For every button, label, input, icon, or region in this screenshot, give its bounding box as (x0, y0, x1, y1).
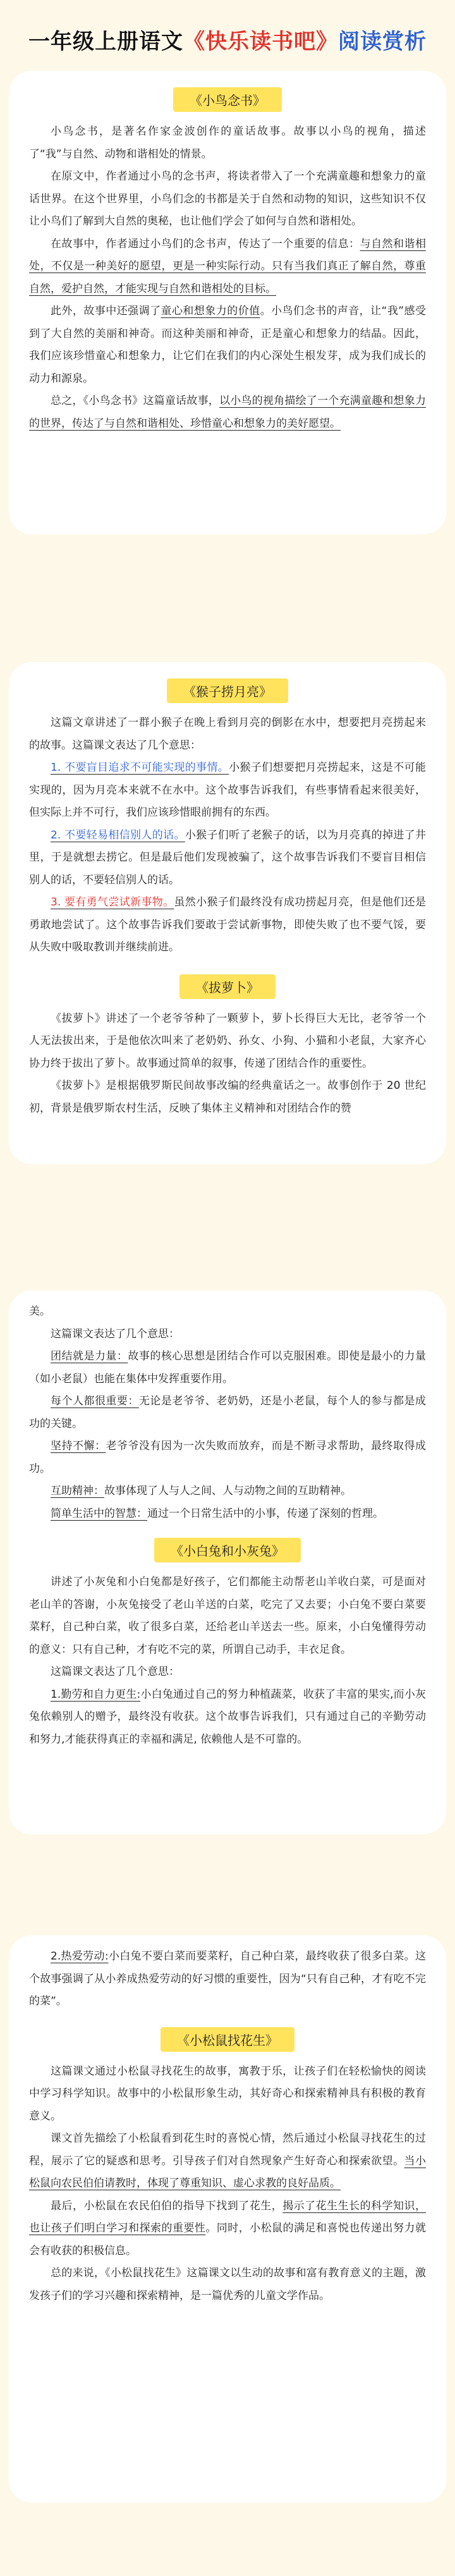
paragraph: 《拔萝卜》讲述了一个老爷爷种了一颗萝卜，萝卜长得巨大无比，老爷爷一个人无法拔出来，于是他依次叫来了老奶奶、孙女、小狗、小猫和小老鼠，大家齐心协力终于拔出了萝卜。故事通过简单的叙事，传递了团结合作的重要性。 (29, 1012, 426, 1070)
card-houzi (9, 662, 446, 1164)
section-title-houzi: 《猴子捞月亮》 (167, 678, 288, 703)
section-title-baitu: 《小白兔和小灰兔》 (154, 1538, 301, 1562)
paragraph: 1.勤劳和自力更生:小白兔通过自己的努力种植蔬菜，收获了丰富的果实,而小灰兔依赖别人的赠予，最终没有收获。这个故事告诉我们，只有通过自己的辛勤劳动和努力,才能获得真正的幸福和满足, 依赖他人是不可靠的。 (29, 1688, 427, 1746)
section-title-luobo: 《拔萝卜》 (179, 974, 276, 999)
paragraph: 小鸟念书，是著名作家金波创作的童话故事。故事以小鸟的视角，描述了“我”与自然、动物和谐相处的情景。 (29, 125, 426, 161)
paragraph: 2. 不要轻易相信别人的话。小猴子们听了老猴子的话，以为月亮真的掉进了井里，于是就想去捞它。但是最后他们发现被骗了，这个故事告诉我们不要盲目相信别人的话，不要轻信别人的话。 (29, 828, 427, 886)
paragraph: 3. 要有勇气尝试新事物。虽然小猴子们最终没有成功捞起月亮，但是他们还是勇敢地尝试了。这个故事告诉我们要敢于尝试新事物，即使失败了也不要气馁，要从失败中吸取教训并继续前进。 (29, 896, 427, 954)
section-title-songshu: 《小松鼠找花生》 (161, 2027, 294, 2052)
card-luobo-baitu (9, 1291, 446, 1834)
paragraph: 总之，《小鸟念书》这篇童话故事，以小鸟的视角描绘了一个充满童趣和想象力的世界，传达了与自然和谐相处、珍惜童心和想象力的美好愿望。 (29, 395, 427, 430)
paragraph: 在故事中，作者通过小鸟们的念书声，传达了一个重要的信息：与自然和谐相处，不仅是一种美好的愿望，更是一种实际行动。只有当我们真正了解自然，尊重自然，爱护自然，才能实现与自然和谐相处的目标。 (29, 237, 427, 295)
paragraph: 简单生活中的智慧：通过一个日常生活中的小事，传递了深刻的哲理。 (51, 1507, 384, 1520)
paragraph: 此外，故事中还强调了童心和想象力的价值。小鸟们念书的声音，让“我”感受到了大自然的美丽和神奇。而这种美丽和神奇，正是童心和想象力的结晶。因此，我们应该珍惜童心和想象力，让它们在我们的内心深处生根发芽，成为我们成长的动力和源泉。 (29, 305, 427, 385)
paragraph: 《拔萝卜》是根据俄罗斯民间故事改编的经典童话之一。故事创作于 20 世纪初，背景是俄罗斯农村生活，反映了集体主义精神和对团结合作的赞 (29, 1079, 426, 1115)
card-songshu (9, 1935, 446, 2503)
paragraph: 1. 不要盲目追求不可能实现的事情。小猴子们想要把月亮捞起来，这是不可能实现的，因为月亮本来就不在水中。这个故事告诉我们，有些事情看起来很美好，但实际上并不可行，我们应该珍惜眼前拥有的东西。 (29, 761, 426, 819)
paragraph: 美。 (29, 1305, 51, 1318)
paragraph: 这篇课文表达了几个意思： (51, 1327, 179, 1340)
paragraph: 互助精神：故事体现了人与人之间、人与动物之间的互助精神。 (51, 1485, 351, 1497)
paragraph: 最后，小松鼠在农民伯伯的指导下找到了花生，揭示了花生生长的科学知识，也让孩子们明白学习和探索的重要性。同时，小松鼠的满足和喜悦也传递出努力就会有收获的积极信息。 (29, 2199, 427, 2257)
page-header (0, 0, 455, 71)
paragraph: 这篇课文表达了几个意思： (51, 1665, 179, 1678)
paragraph: 在原文中，作者通过小鸟的念书声，将读者带入了一个充满童趣和想象力的童话世界。在这个世界里，小鸟们念的书都是关于自然和动物的知识，这些知识不仅让小鸟们了解到大自然的奥秘，也让他们学会了如何与自然和谐相处。 (29, 170, 426, 228)
paragraph: 每个人都很重要：无论是老爷爷、老奶奶，还是小老鼠，每个人的参与都是成功的关键。 (29, 1395, 427, 1430)
paragraph: 团结就是力量：故事的核心思想是团结合作可以克服困难。即使是最小的力量（如小老鼠）也能在集体中发挥重要作用。 (29, 1350, 427, 1385)
paragraph: 这篇课文通过小松鼠寻找花生的故事，寓教于乐，让孩子们在轻松愉快的阅读中学习科学知识。故事中的小松鼠形象生动，其好奇心和探索精神具有积极的教育意义。 (29, 2064, 426, 2123)
paragraph: 这篇文章讲述了一群小猴子在晚上看到月亮的倒影在水中，想要把月亮捞起来的故事。这篇课文表达了几个意思： (29, 716, 426, 752)
paragraph: 2.热爱劳动:小白兔不要白菜而要菜籽，自己种白菜，最终收获了很多白菜。这个故事强调了从小养成热爱劳动的好习惯的重要性，因为“只有自己种，才有吃不完的菜”。 (29, 1950, 426, 2008)
card-xiaoniao (9, 71, 446, 534)
section-title-xiaoniao: 《小鸟念书》 (173, 87, 282, 112)
paragraph: 坚持不懈：老爷爷没有因为一次失败而放弃，而是不断寻求帮助，最终取得成功。 (29, 1440, 427, 1475)
paragraph: 总的来说，《小松鼠找花生》这篇课文以生动的故事和富有教育意义的主题，激发孩子们的学习兴趣和探索精神，是一篇优秀的儿童文学作品。 (29, 2267, 426, 2302)
paragraph: 课文首先描绘了小松鼠看到花生时的喜悦心情，然后通过小松鼠寻找花生的过程，展示了它的疑惑和思考。引导孩子们对自然现象产生好奇心和探索欲望。当小松鼠向农民伯伯请教时，体现了尊重知识、虚心求教的良好品质。 (29, 2132, 427, 2190)
page-title: 一年级上册语文《快乐读书吧》阅读赏析 (28, 29, 427, 54)
paragraph: 讲述了小灰兔和小白兔都是好孩子，它们都能主动帮老山羊收白菜，可是面对老山羊的答谢，小灰兔接受了老山羊送的白菜，吃完了又去要；小白兔不要白菜要菜籽，自己种白菜，收了很多白菜，还给老山羊送去一些。原来，小白兔懂得劳动的意义：只有自己种，才有吃不完的菜，所谓自己动手，丰衣足食。 (29, 1576, 426, 1656)
